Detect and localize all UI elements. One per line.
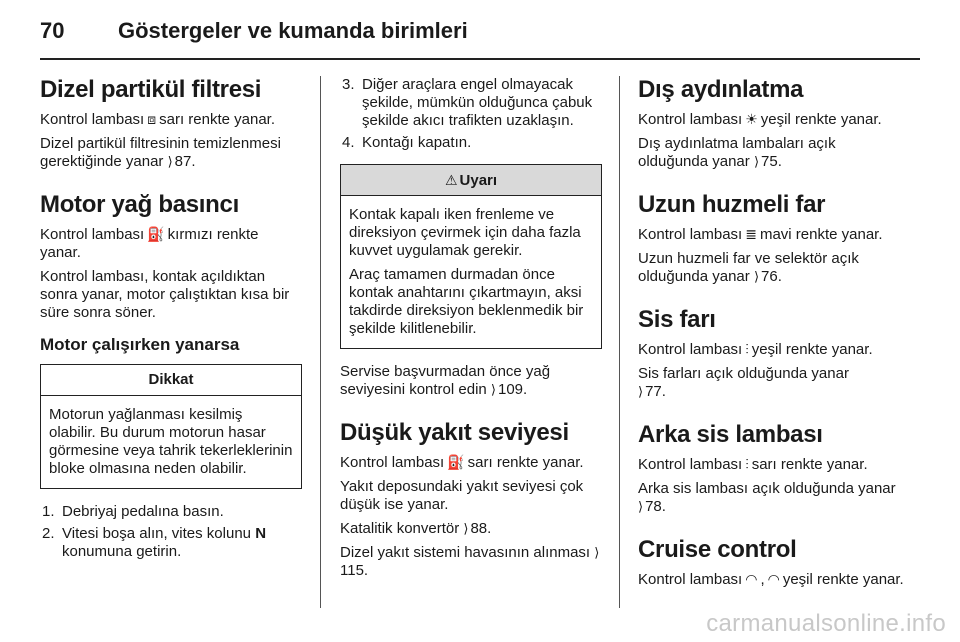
front-fog-light-icon: ⫶ — [745, 341, 749, 357]
text: Sis farları açık olduğunda yanar — [638, 365, 849, 382]
column-divider-2 — [619, 76, 620, 608]
text: yeşil renkte yanar. — [751, 341, 873, 358]
text: Servise başvurmadan önce yağ seviyesini kontrol edin — [340, 363, 551, 398]
text: Dizel yakıt sistemi havasının alınması — [340, 544, 591, 561]
exterior-light-icon: ☀ — [745, 111, 758, 127]
page-reference[interactable]: 75. — [761, 153, 782, 170]
fuel-paragraph-3 — [340, 520, 602, 538]
text: Dizel partikül filtresinin temizlenmesi gerektiğinde yanar — [40, 135, 281, 170]
step-number: 3. — [342, 76, 355, 93]
page-reference-icon: ⟩ — [490, 382, 496, 397]
text: Kontrol lambası — [40, 111, 145, 128]
notice-title: Dikkat — [41, 365, 301, 396]
page-header — [40, 16, 920, 48]
text: kırmızı renkte yanar. — [40, 226, 259, 261]
text: Dış aydınlatma lambaları açık olduğunda yanar — [638, 135, 836, 170]
page-reference-icon: ⟩ — [594, 545, 600, 560]
warning-body — [341, 196, 601, 348]
exterior-paragraph-2 — [638, 135, 906, 171]
highbeam-paragraph-1 — [638, 225, 906, 244]
list-item — [340, 76, 602, 130]
text: sarı renkte yanar. — [751, 456, 868, 473]
warning-title — [341, 165, 601, 196]
fog-paragraph-2 — [638, 365, 906, 401]
warning-text-2: Araç tamamen durmadan önce kontak anahtarını çıkartmayın, aksi takdirde direksiyon beklenmedik bir şekilde kilitlenebilir. — [349, 266, 584, 337]
text: mavi renkte yanar. — [759, 226, 883, 243]
page-reference-icon: ⟩ — [753, 269, 760, 284]
fuel-paragraph-1 — [340, 453, 602, 472]
warning-text-1: Kontak kapalı iken frenleme ve direksiyon çevirmek için daha fazla kuvvet uygulamak gerekir. — [349, 206, 581, 259]
text: yeşil renkte yanar. — [760, 111, 882, 128]
page-reference[interactable]: 77. — [645, 383, 666, 400]
page-reference[interactable]: 88. — [470, 520, 492, 537]
exterior-paragraph-1 — [638, 110, 906, 129]
text: Kontrol lambası — [638, 341, 743, 358]
page-reference[interactable]: 115. — [340, 562, 369, 579]
section-title-low-fuel: Düşük yakıt seviyesi — [340, 419, 569, 446]
cruise-control-set-icon: ◠ — [767, 571, 780, 587]
rearfog-paragraph-1 — [638, 455, 906, 474]
fuel-paragraph-2: Yakıt deposundaki yakıt seviyesi çok düşük ise yanar. — [340, 478, 584, 513]
notice-text: Motorun yağlanması kesilmiş olabilir. Bu durum motorun hasar görmesine veya tahrik tekerleklerinin bloke olmasına neden olabilir. — [49, 406, 293, 477]
page-reference-icon: ⟩ — [638, 499, 644, 514]
text: Katalitik konvertör — [340, 520, 460, 537]
fuel-paragraph-4 — [340, 544, 602, 580]
high-beam-icon: ≣ — [745, 226, 757, 242]
page-reference-icon: ⟩ — [463, 521, 469, 536]
oil-can-icon: ⛽ — [147, 226, 165, 242]
list-item — [340, 134, 602, 152]
dpf-warning-icon: ⧈ — [147, 111, 157, 127]
cruise-control-icon: ◠ — [745, 571, 758, 587]
list-item — [40, 525, 302, 561]
cruise-paragraph-1: Kontrol lambası ◠ , ◠ yeşil renkte yanar. — [638, 571, 904, 588]
page-reference-icon: ⟩ — [167, 154, 173, 169]
oil-check-paragraph — [340, 363, 602, 399]
steps-list-1 — [40, 503, 302, 561]
page-reference[interactable]: 76. — [761, 268, 782, 285]
text: Kontrol lambası — [40, 226, 145, 243]
steps-list-2 — [340, 76, 602, 152]
notice-body — [41, 396, 301, 488]
section-title-oil-pressure: Motor yağ basıncı — [40, 191, 239, 218]
text: Kontrol lambası — [638, 456, 743, 473]
text: sarı renkte yanar. — [159, 111, 276, 128]
column-3 — [638, 76, 906, 595]
page-reference[interactable]: 78. — [645, 498, 666, 515]
highbeam-paragraph-2 — [638, 250, 906, 286]
column-2 — [340, 76, 602, 586]
warning-box — [340, 164, 602, 349]
step-number: 2. — [42, 525, 55, 542]
page-number: 70 — [40, 18, 65, 43]
fog-paragraph-1 — [638, 340, 906, 359]
step-text: Diğer araçlara engel olmayacak şekilde, mümkün olduğunca çabuk şekilde akıcı trafikten uzaklaşın. — [362, 76, 593, 129]
page-reference[interactable]: 87. — [174, 153, 196, 170]
watermark: carmanualsonline.info — [706, 610, 946, 637]
text: yeşil renkte yanar. — [782, 571, 904, 588]
warning-triangle-icon: ⚠ — [444, 172, 458, 188]
section-title-rear-fog-light: Arka sis lambası — [638, 421, 823, 448]
text: Kontrol lambası — [638, 571, 743, 588]
oil-paragraph-2: Kontrol lambası, kontak açıldıktan sonra yanar, motor çalıştıktan kısa bir süre sonra söner. — [40, 268, 290, 321]
column-1 — [40, 76, 302, 565]
notice-box — [40, 364, 302, 489]
page-reference-icon: ⟩ — [753, 154, 760, 169]
oil-paragraph-1 — [40, 225, 302, 262]
text: Kontrol lambası — [638, 226, 743, 243]
rear-fog-light-icon: ⫶ — [745, 456, 749, 472]
step-number: 1. — [42, 503, 55, 520]
text: sarı renkte yanar. — [467, 454, 584, 471]
fuel-pump-icon: ⛽ — [447, 454, 465, 470]
section-title-exterior-lighting: Dış aydınlatma — [638, 76, 804, 103]
step-number: 4. — [342, 134, 355, 151]
section-title-cruise-control: Cruise control — [638, 536, 797, 563]
gear-neutral-label: N — [255, 525, 267, 542]
column-divider-1 — [320, 76, 321, 608]
list-item — [40, 503, 302, 521]
page-reference[interactable]: 109. — [498, 381, 528, 398]
step-text: Kontağı kapatın. — [362, 134, 472, 151]
step-text: konumuna getirin. — [62, 543, 182, 560]
dpf-paragraph-2 — [40, 135, 302, 171]
header-rule — [40, 58, 920, 60]
text: Uzun huzmeli far ve selektör açık olduğunda yanar — [638, 250, 859, 285]
section-title-dpf: Dizel partikül filtresi — [40, 76, 262, 103]
step-text: Debriyaj pedalına basın. — [62, 503, 224, 520]
text: Uyarı — [459, 172, 498, 189]
step-text: Vitesi boşa alın, vites kolunu — [62, 525, 252, 542]
dpf-paragraph-1 — [40, 110, 302, 129]
subsection-title: Motor çalışırken yanarsa — [40, 335, 240, 354]
page-reference-icon: ⟩ — [638, 384, 644, 399]
section-title-fog-light: Sis farı — [638, 306, 716, 333]
section-title-high-beam: Uzun huzmeli far — [638, 191, 826, 218]
running-title: Göstergeler ve kumanda birimleri — [118, 18, 468, 43]
text: Arka sis lambası açık olduğunda yanar — [638, 480, 896, 497]
rearfog-paragraph-2 — [638, 480, 906, 516]
text: Kontrol lambası — [340, 454, 445, 471]
text: Kontrol lambası — [638, 111, 743, 128]
